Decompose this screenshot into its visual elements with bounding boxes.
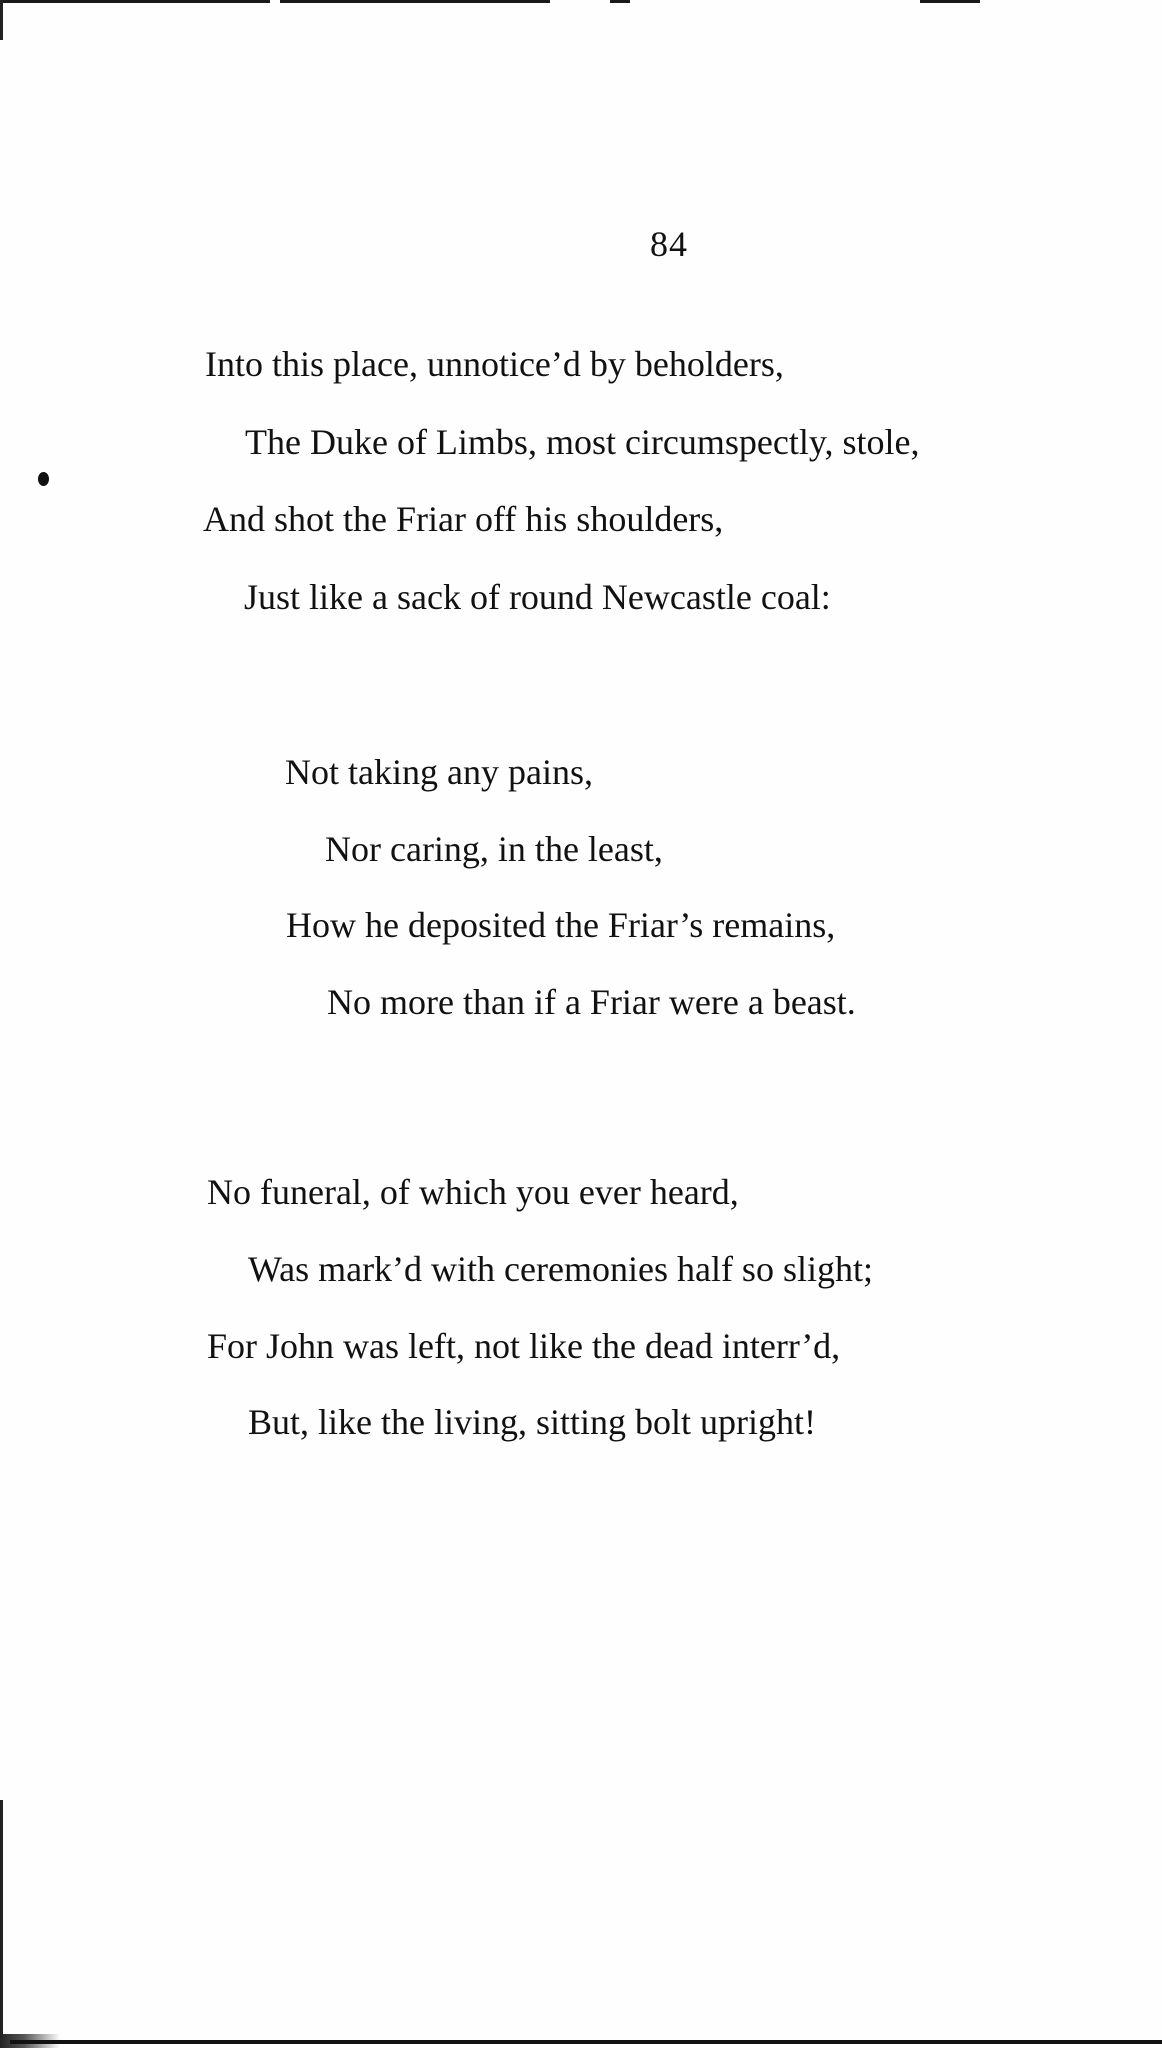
verse-line: Just like a sack of round Newcastle coal:	[244, 577, 831, 617]
verse-line: No more than if a Friar were a beast.	[327, 982, 856, 1022]
ink-dot	[38, 472, 49, 486]
verse-line: The Duke of Limbs, most circumspectly, stole,	[245, 422, 920, 462]
verse-line: Nor caring, in the least,	[325, 829, 663, 869]
scan-edge-mark	[920, 0, 980, 3]
page-left-edge	[0, 0, 5, 2050]
scan-edge-mark	[0, 0, 270, 3]
page-bottom-edge	[0, 2034, 1162, 2050]
scan-edge-mark	[0, 1800, 3, 2040]
page-number: 84	[650, 224, 688, 264]
scan-edge-mark	[0, 0, 3, 40]
verse-line: For John was left, not like the dead interr’d,	[207, 1326, 841, 1366]
verse-line: Not taking any pains,	[285, 752, 593, 792]
verse-line: Was mark’d with ceremonies half so slight;	[248, 1249, 873, 1289]
page-top-edge	[0, 0, 1162, 6]
verse-line: But, like the living, sitting bolt upright!	[248, 1402, 816, 1442]
verse-line: Into this place, unnotice’d by beholders,	[205, 344, 784, 384]
scan-edge-mark	[610, 0, 630, 3]
verse-line: No funeral, of which you ever heard,	[207, 1172, 739, 1212]
scan-edge-line	[10, 2040, 1162, 2044]
verse-line: And shot the Friar off his shoulders,	[203, 499, 724, 539]
verse-line: How he deposited the Friar’s remains,	[286, 905, 836, 945]
scan-edge-mark	[280, 0, 550, 3]
